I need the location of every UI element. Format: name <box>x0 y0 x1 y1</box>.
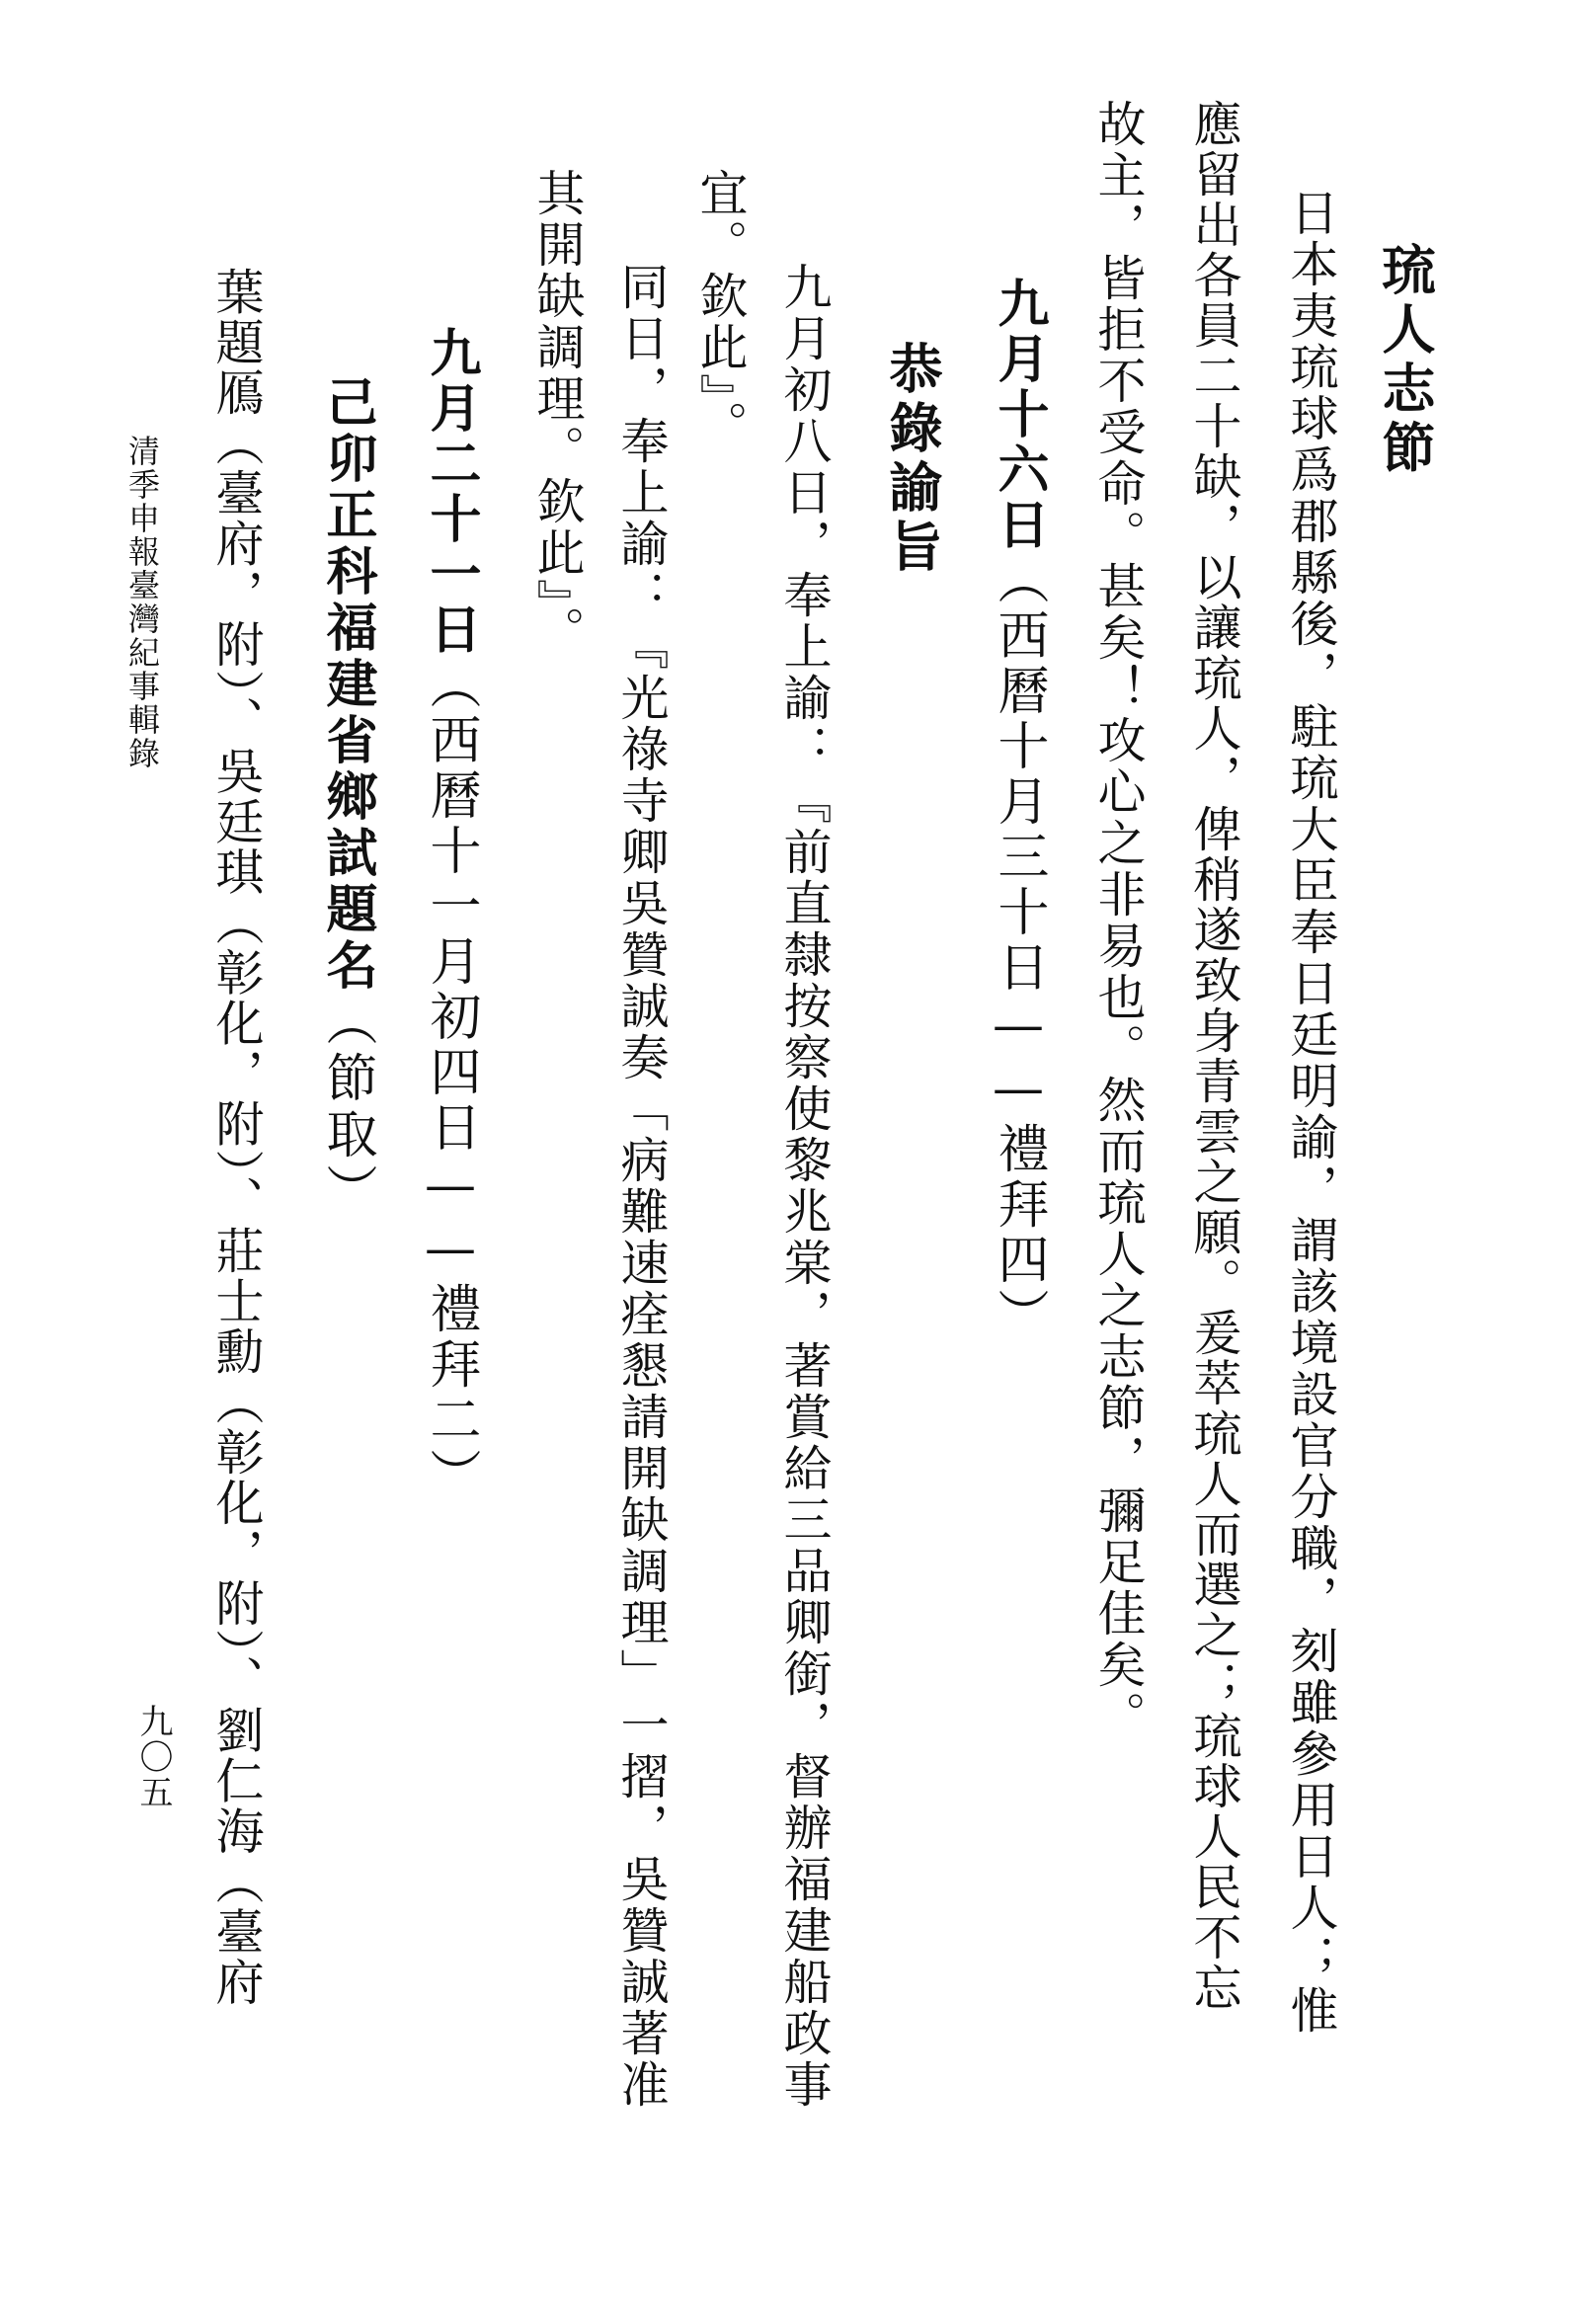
article-line-1: 日本夷琉球爲郡縣後，駐琉大臣奉日廷明諭，謂該境設官分職，刻雖參用日人；惟 <box>1283 188 1339 2037</box>
exam-heading-text: 己卯正科福建省鄉試題名 <box>317 375 376 995</box>
date-main-2: 九月二十一日 <box>421 326 480 658</box>
edict-line-1: 九月初八日，奉上諭：『前直隸按察使黎兆棠，著賞給三品卿銜，督辦福建船政事 <box>776 262 833 2111</box>
date-heading-2 <box>421 326 480 1503</box>
date-detail-2: （西曆十一月初四日——禮拜二） <box>421 658 480 1503</box>
article-line-2: 應留出各員二十缺，以讓琉人，俾稍遂致身青雲之願。爰萃琉人而選之；琉球人民不忘 <box>1186 99 1242 2013</box>
edict-line-4: 其開缺調理。欽此』。 <box>529 168 586 658</box>
date-main-1: 九月十六日 <box>989 277 1048 553</box>
article-line-3: 故主，皆拒不受命。甚矣！攻心之非易也。然而琉人之志節，彌足佳矣。 <box>1090 99 1147 1742</box>
edict-line-3: 同日，奉上諭：『光祿寺卿吳贊誠奏「病難速痊懇請開缺調理」一摺，吳贊誠著准 <box>613 262 670 2111</box>
footer-book-title: 清季申報臺灣紀事輯錄 <box>123 435 161 770</box>
exam-heading-note: （節取） <box>317 995 376 1220</box>
article-title: 琉人志節 <box>1374 242 1436 479</box>
exam-line: 葉題鴈（臺府，附）、吳廷琪（彰化，附）、莊士勳（彰化，附）、劉仁海（臺府 <box>208 267 265 2008</box>
edict-heading: 恭錄諭旨 <box>881 341 943 578</box>
edict-line-2: 宜。欽此』。 <box>692 168 749 452</box>
footer-page-number: 九〇五 <box>133 1704 173 1810</box>
date-detail-1: （西曆十月三十日——禮拜四） <box>989 553 1048 1343</box>
date-heading-1 <box>989 277 1048 1343</box>
exam-heading <box>317 375 376 1220</box>
